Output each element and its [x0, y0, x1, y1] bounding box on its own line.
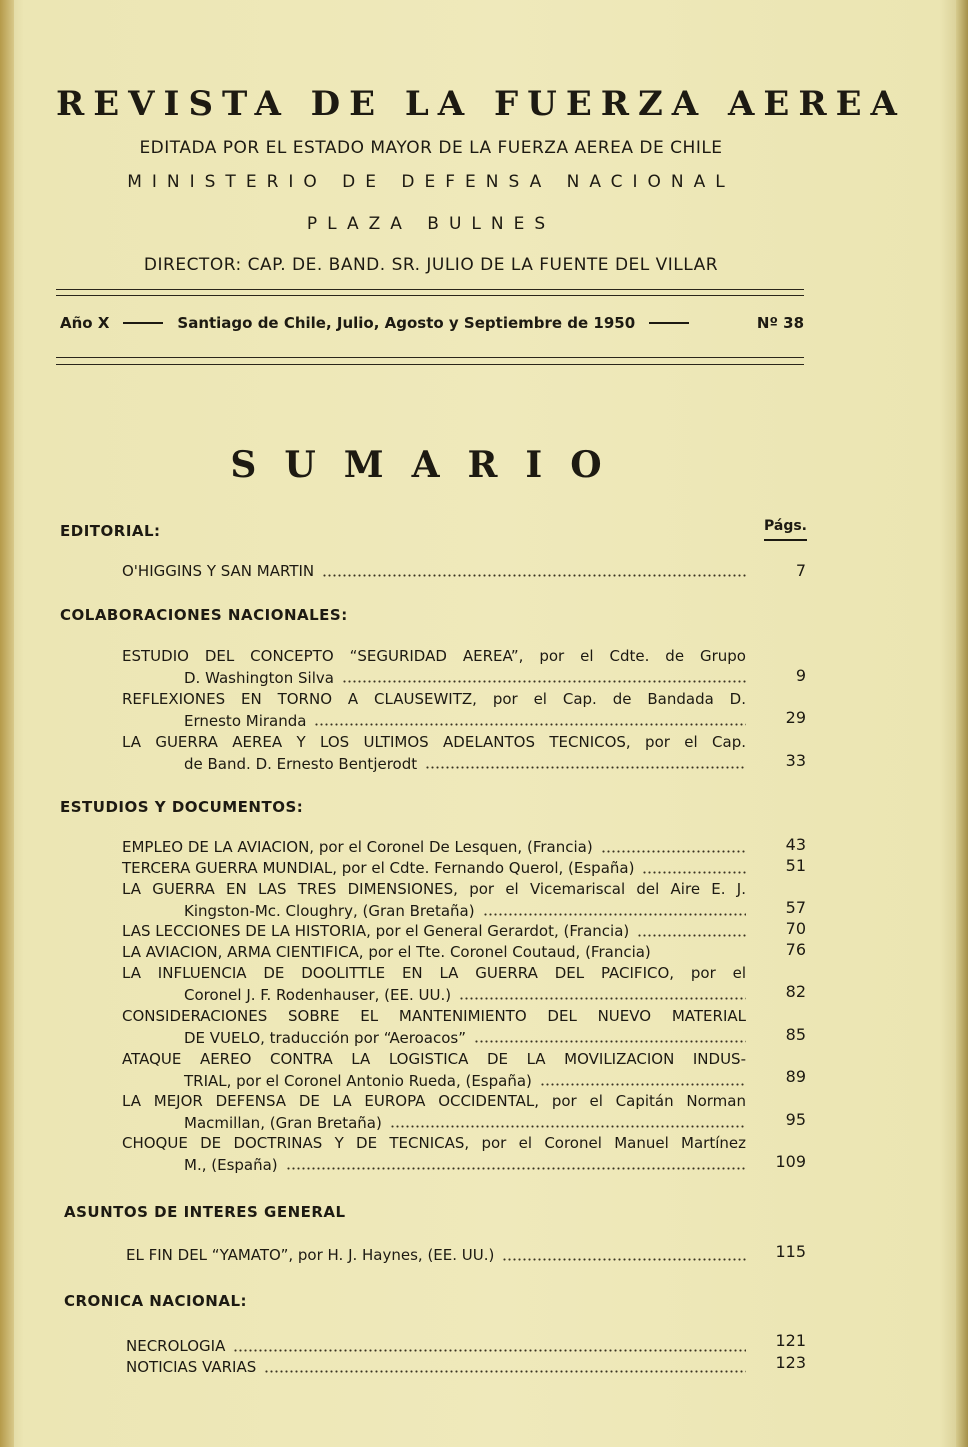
- director-line: DIRECTOR: CAP. DE. BAND. SR. JULIO DE LA FUENTE DEL VILLAR: [143, 255, 719, 275]
- entry-page: 51: [785, 856, 806, 875]
- issue-dash: [123, 322, 163, 324]
- binding-edge-left: [0, 0, 14, 1447]
- entry-title-cont: de Band. D. Ernesto Bentjerodt: [184, 754, 418, 773]
- entry-title: ATAQUE AEREO CONTRA LA LOGISTICA DE LA MOVILIZACION INDUS-: [122, 1050, 746, 1068]
- entry-title: TERCERA GUERRA MUNDIAL, por el Cdte. Fernando Querol, (España): [122, 859, 635, 877]
- entry-title: LA GUERRA AEREA Y LOS ULTIMOS ADELANTOS TECNICOS, por el Cap.: [122, 733, 746, 751]
- toc-entry: [122, 879, 746, 922]
- toc-entry: [122, 837, 746, 859]
- toc-entry: [122, 689, 746, 732]
- entry-title-cont: D. Washington Silva: [184, 668, 334, 687]
- entry-title-cont: TRIAL, por el Coronel Antonio Rueda, (España): [184, 1071, 532, 1090]
- toc-entry: [122, 646, 746, 689]
- toc-entry: [126, 1336, 746, 1358]
- entry-title-cont: Coronel J. F. Rodenhauser, (EE. UU.): [184, 985, 452, 1004]
- masthead-title: REVISTA DE LA FUERZA AEREA: [56, 84, 906, 124]
- toc-entry: [122, 1091, 746, 1134]
- ministry-line: MINISTERIO DE DEFENSA NACIONAL: [127, 172, 735, 192]
- entry-page: 9: [795, 666, 806, 685]
- entry-page: 115: [775, 1242, 806, 1261]
- issue-number: Nº 38: [756, 314, 804, 332]
- issue-dateline: Santiago de Chile, Julio, Agosto y Septiembre de 1950: [177, 314, 636, 332]
- header-rule-top-2: [56, 295, 804, 296]
- entry-page: 33: [785, 751, 806, 770]
- toc-entry: [122, 963, 746, 1006]
- toc-entry: [126, 1245, 746, 1267]
- entry-title-cont: Ernesto Miranda: [184, 711, 307, 730]
- toc-entry: [122, 1133, 746, 1176]
- issue-year: Año X: [60, 314, 110, 332]
- entry-page: 89: [785, 1067, 806, 1086]
- issue-line: [60, 314, 804, 332]
- entry-title: REFLEXIONES EN TORNO A CLAUSEWITZ, por el Cap. de Bandada D.: [122, 690, 746, 708]
- entry-title: ESTUDIO DEL CONCEPTO “SEGURIDAD AEREA”, por el Cdte. de Grupo: [122, 647, 746, 665]
- section-heading: ASUNTOS DE INTERES GENERAL: [64, 1203, 346, 1221]
- toc-entry: [122, 1049, 746, 1092]
- toc-entry: [122, 921, 746, 943]
- entry-title-cont: M., (España): [184, 1155, 278, 1174]
- entry-page: 7: [795, 561, 806, 580]
- entry-title: CHOQUE DE DOCTRINAS Y DE TECNICAS, por el Coronel Manuel Martínez: [122, 1134, 746, 1152]
- toc-entry: [122, 561, 746, 583]
- entry-title: LAS LECCIONES DE LA HISTORIA, por el General Gerardot, (Francia): [122, 922, 630, 940]
- entry-title-cont: Macmillan, (Gran Bretaña): [184, 1113, 382, 1132]
- entry-page: 95: [785, 1110, 806, 1129]
- header-rule-bottom: [56, 357, 804, 358]
- toc-entry: [126, 1357, 746, 1379]
- section-heading: ESTUDIOS Y DOCUMENTOS:: [60, 798, 304, 816]
- pages-column-label: Págs.: [764, 518, 807, 541]
- issue-dash: [649, 322, 689, 324]
- entry-page: 123: [775, 1353, 806, 1372]
- entry-title: CONSIDERACIONES SOBRE EL MANTENIMIENTO DEL NUEVO MATERIAL: [122, 1007, 746, 1025]
- entry-title: LA INFLUENCIA DE DOOLITTLE EN LA GUERRA DEL PACIFICO, por el: [122, 964, 746, 982]
- entry-page: 109: [775, 1152, 806, 1171]
- section-heading: EDITORIAL:: [60, 522, 161, 540]
- entry-page: 29: [785, 708, 806, 727]
- entry-title: O'HIGGINS Y SAN MARTIN: [122, 562, 315, 580]
- section-heading: COLABORACIONES NACIONALES:: [60, 606, 348, 624]
- entry-page: 70: [785, 919, 806, 938]
- toc-entry: [122, 942, 746, 964]
- toc-entry: [122, 858, 746, 880]
- entry-page: 43: [785, 835, 806, 854]
- entry-title: EMPLEO DE LA AVIACION, por el Coronel De Lesquen, (Francia): [122, 838, 593, 856]
- address-line: PLAZA BULNES: [306, 214, 556, 234]
- section-heading: CRONICA NACIONAL:: [64, 1292, 248, 1310]
- publisher-line: EDITADA POR EL ESTADO MAYOR DE LA FUERZA AEREA DE CHILE: [139, 138, 723, 158]
- entry-title-cont: Kingston-Mc. Cloughry, (Gran Bretaña): [184, 901, 475, 920]
- entry-page: 76: [785, 940, 806, 959]
- entry-title: LA AVIACION, ARMA CIENTIFICA, por el Tte. Coronel Coutaud, (Francia): [122, 943, 651, 961]
- entry-page: 82: [785, 982, 806, 1001]
- entry-title: NOTICIAS VARIAS: [126, 1358, 257, 1376]
- header-rule-bottom-2: [56, 364, 804, 365]
- header-rule-top: [56, 289, 804, 290]
- entry-page: 121: [775, 1331, 806, 1350]
- entry-page: 57: [785, 898, 806, 917]
- entry-title: NECROLOGIA: [126, 1337, 226, 1355]
- entry-page: 85: [785, 1025, 806, 1044]
- toc-entry: [122, 732, 746, 775]
- entry-title-cont: DE VUELO, traducción por “Aeroacos”: [184, 1028, 466, 1047]
- entry-title: EL FIN DEL “YAMATO”, por H. J. Haynes, (EE. UU.): [126, 1246, 495, 1264]
- entry-title: LA GUERRA EN LAS TRES DIMENSIONES, por el Vicemariscal del Aire E. J.: [122, 880, 746, 898]
- binding-edge-right: [956, 0, 968, 1447]
- toc-title: SUMARIO: [230, 444, 630, 486]
- entry-title: LA MEJOR DEFENSA DE LA EUROPA OCCIDENTAL, por el Capitán Norman: [122, 1092, 746, 1110]
- toc-entry: [122, 1006, 746, 1049]
